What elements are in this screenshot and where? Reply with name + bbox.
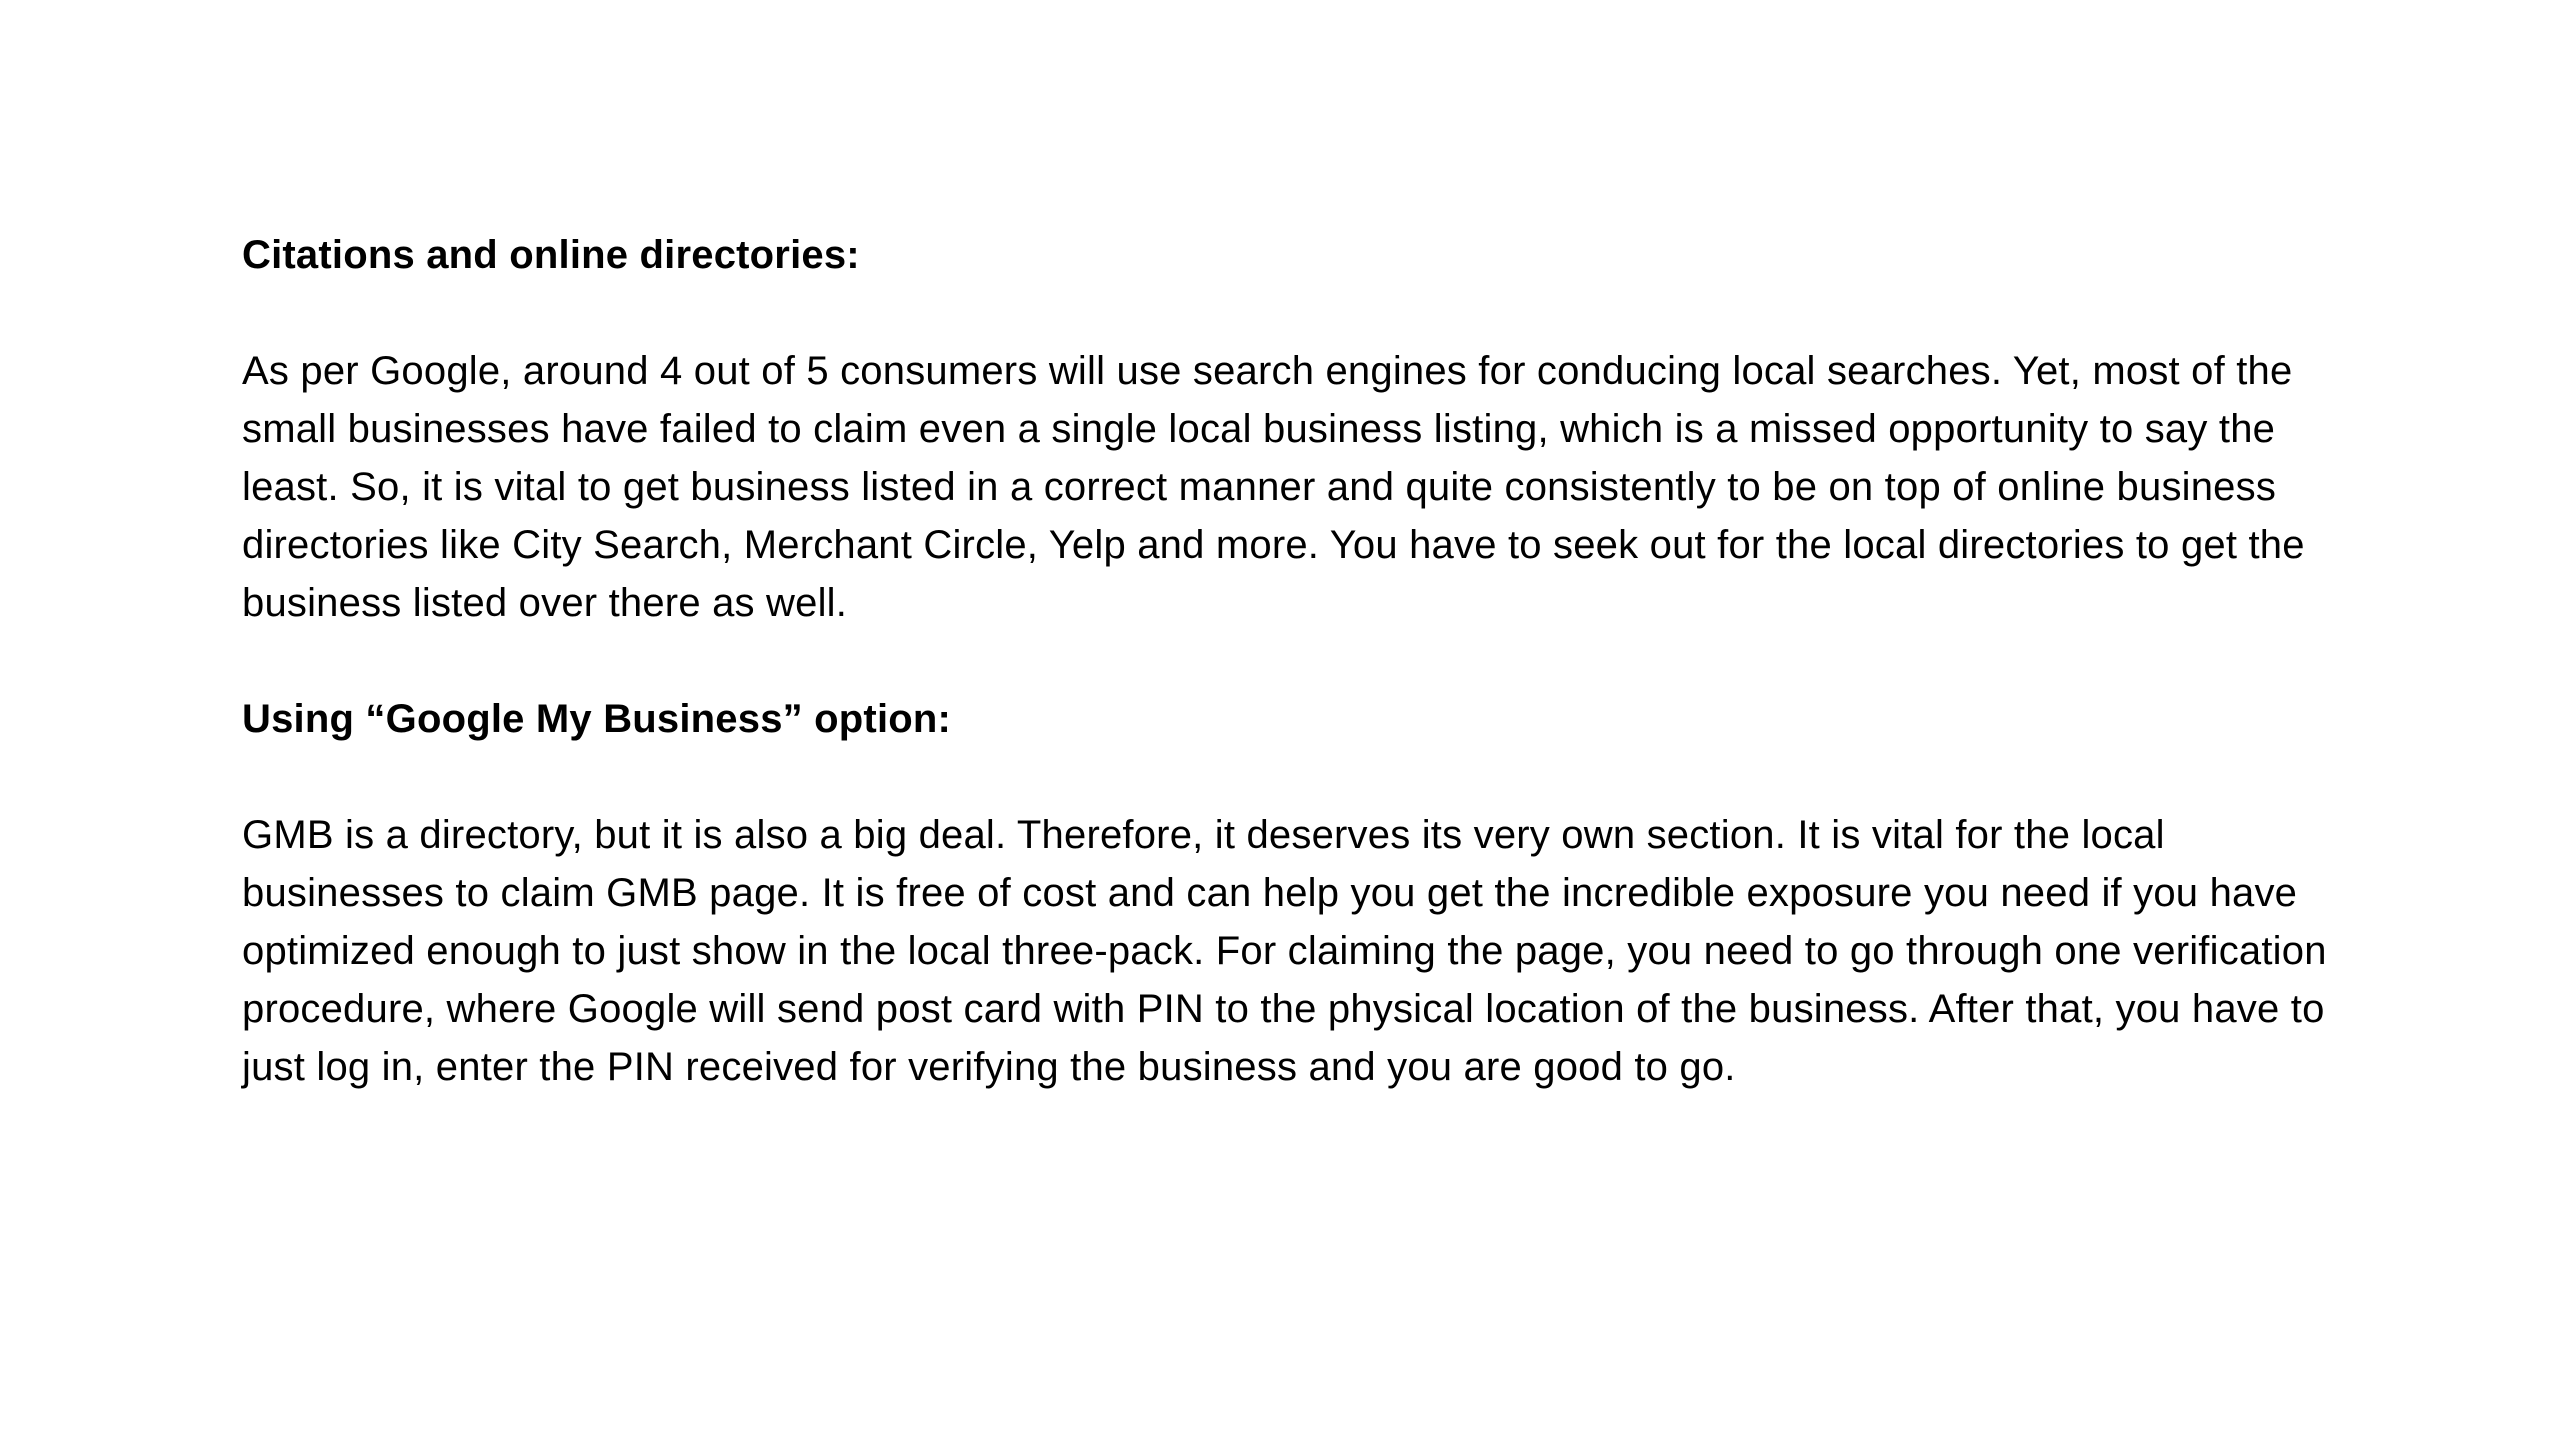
section-heading-citations: Citations and online directories: [242,233,860,277]
section-body-google-my-business: GMB is a directory, but it is also a big deal. Therefore, it deserves its very own section. It is vital for the local businesses to claim GMB page. It is free of cost and can help you get the incredible exposure you need if you have optimized enough to just show in the local three-pack. For claiming the page, you need to go through one verification procedure, where Google will send post card with PIN to the physical location of the business. After that, you have to just log in, enter the PIN received for verifying the business and you are good to go. [242,813,2327,1089]
section-body-citations: As per Google, around 4 out of 5 consumers will use search engines for conducing local searches. Yet, most of the small businesses have failed to claim even a single local business listing, which is a missed opportunity to say the least. So, it is vital to get business listed in a correct manner and quite consistently to be on top of online business directories like City Search, Merchant Circle, Yelp and more. You have to seek out for the local directories to get the business listed over there as well. [242,349,2305,625]
document-content [242,226,2362,1096]
section-heading-google-my-business: Using “Google My Business” option: [242,697,952,741]
